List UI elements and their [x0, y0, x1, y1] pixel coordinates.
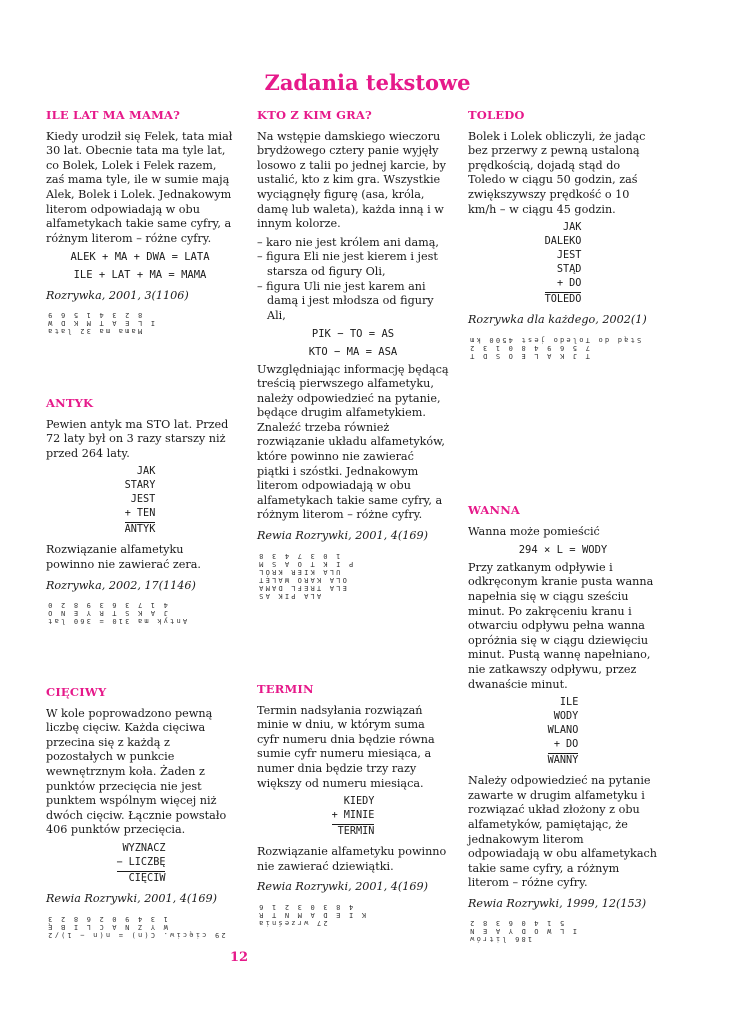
problem-text: Przy zatkanym odpływie i odkręconym kranie pusta wanna napełnia się w ciągu sześciu minut. Po zakręceniu kranu i otwarciu odpływu pełna wanna opróżnia się w ciągu dziewięciu minut. Pustą wannę napełniano, nie zatkawszy odpływu, przez dwanaście minut. [468, 560, 654, 691]
sum-operator: + [556, 278, 564, 290]
problem-text: Rozwiązanie alfametyku powinno nie zawierać dziewiątki. [257, 845, 447, 873]
section-toledo [468, 108, 658, 360]
problem-text: Uwzględniając informację będącą treścią pierwszego alfametyku, należy odpowiedzieć na pytanie, będące drugim alfametykiem. Znaleźć trzeba również rozwiązanie układu alfametyków, które powinno nie zawierać piątki i szóstki. Jednakowym literom odpowiadają w obu alfametykach takie same cyfry, a różnym literom – różne cyfry. [257, 362, 449, 522]
problem-text: Bolek i Lolek obliczyli, że jadąc bez przerwy z pewną ustaloną prędkością, dojadą stąd do Toledo w ciągu 50 godzin, zaś zwiększywszy prędkość o 10 km/h – w ciągu 45 godzin. [468, 129, 646, 216]
sum-row: WODY [553, 711, 579, 723]
section-ile-lat-ma-mama [46, 108, 234, 335]
condition-item: – karo nie jest królem ani damą, [257, 235, 439, 249]
problem-text: W kole poprowadzono pewną liczbę cięciw. Każda cięciwa przecina się z każdą z pozostałych w punkcie wewnętrznym koła. Żaden z punktów przecięcia nie jest punktem wspólnym więcej niż dwóch cięciw. Łącznie powstało 406 punktów przecięcia. [46, 706, 227, 837]
sum-row: ILE [559, 697, 579, 709]
sum-row: STARY [124, 480, 156, 492]
section-title: TOLEDO [468, 108, 525, 122]
source-citation: Rozrywka dla każdego, 2002(1) [468, 313, 647, 327]
answer-row: ALA PIK AS [257, 591, 322, 600]
page-number: 12 [230, 950, 249, 965]
answer-letters: P I K T O A S M [257, 559, 354, 568]
source-citation: Rozrywka, 2001, 3(1106) [46, 288, 189, 302]
sum-row: STĄD [556, 264, 582, 276]
alphametic-equation: PIK − TO = AS [311, 328, 395, 341]
alphametic-sum [468, 221, 658, 307]
section-antyk [46, 396, 234, 625]
answer-row: ULA KIER KRÓL [257, 567, 341, 576]
section-termin [257, 682, 449, 927]
source-citation: Rozrywka, 2002, 17(1146) [46, 578, 196, 592]
answer-text: 27 września [257, 918, 328, 927]
alphametic-sum [257, 795, 449, 839]
sum-row: DO [569, 278, 582, 290]
alphametic-equation: ALEK + MA + DWA = LATA [70, 251, 210, 264]
sum-row: DALEKO [544, 236, 582, 248]
answer-block [46, 311, 234, 335]
answer-block [257, 552, 449, 600]
answer-block [46, 601, 234, 625]
source-citation: Rewia Rozrywki, 2001, 4(169) [46, 891, 217, 905]
alphametic-sum [46, 842, 236, 886]
problem-text: Kiedy urodził się Felek, tata miał 30 lat. Obecnie tata ma tyle lat, co Bolek, Lolek i Felek razem, zaś mama tyle, ile w sumie mają Alek, Bolek i Lolek. Jednakowym literom odpowiadają w obu alfametykach takie same cyfry, a różnym literom – różne cyfry. [46, 129, 233, 245]
sum-operator: + [124, 508, 131, 520]
sum-row: JEST [130, 494, 156, 506]
sum-row: DO [566, 739, 579, 751]
answer-letters: K I E D A M N T R [257, 910, 367, 919]
section-title: KTO Z KIM GRA? [257, 108, 372, 122]
answer-row: ELA TREFL DAMA [257, 583, 347, 592]
sum-operator: + [331, 810, 338, 822]
alphametic-equation: 294 × L = WODY [518, 544, 608, 557]
section-title: ILE LAT MA MAMA? [46, 108, 181, 122]
answer-digits: 1 3 4 9 0 2 6 8 2 3 [46, 914, 168, 923]
answer-digits: 4 1 7 3 6 3 9 8 2 0 [46, 601, 168, 610]
condition-item: – figura Eli nie jest kierem i jest starsza od figury Oli, [257, 250, 438, 278]
alphametic-sum [468, 696, 658, 768]
sum-row: JEST [556, 250, 582, 262]
sum-result: TOLEDO [544, 294, 582, 306]
problem-text: Na wstępie damskiego wieczoru brydżowego cztery panie wyjęły losowo z talii po jednej karcie, by ustalić, kto z kim gra. Wszystkie wyciągnęły figurę (asa, króla, damę lub waleta), każda inną i w innym kolorze. [257, 129, 446, 231]
problem-text: Pewien antyk ma STO lat. Przed 72 laty był on 3 razy starszy niż przed 264 laty. [46, 417, 229, 460]
answer-letters: W Y Z N A C L I B Ę [46, 922, 168, 931]
condition-list [257, 236, 449, 324]
sum-result: WANNY [547, 755, 579, 767]
alphametic-equation: ILE + LAT + MA = MAMA [73, 268, 207, 281]
section-cieciwy [46, 685, 236, 939]
answer-digits: 1 0 3 7 4 3 8 [257, 551, 341, 560]
source-citation: Rewia Rozrywki, 1999, 12(153) [468, 896, 647, 910]
section-title: WANNA [468, 503, 521, 517]
source-citation: Rewia Rozrywki, 2001, 4(169) [257, 529, 428, 543]
problem-text: Rozwiązanie alfametyku powinno nie zawierać zera. [46, 543, 201, 571]
answer-digits: 7 5 6 9 4 8 0 1 3 2 [468, 343, 590, 352]
section-title: TERMIN [257, 682, 314, 696]
sum-operator: − [116, 856, 123, 868]
sum-operator: + [553, 739, 561, 751]
answer-block [46, 915, 236, 939]
answer-text: 186 litrów [468, 935, 533, 944]
answer-digits: 5 1 4 0 6 3 8 2 [468, 919, 565, 928]
answer-digits: 4 8 3 0 3 2 1 6 [257, 902, 354, 911]
answer-letters: I L W O D Y A E N [468, 927, 578, 936]
page-title: Zadania tekstowe [264, 70, 471, 95]
sum-row: MINIE [343, 810, 375, 822]
sum-row: LICZBĘ [128, 856, 166, 868]
sum-row: KIEDY [343, 796, 375, 808]
answer-digits: 8 2 3 4 1 5 6 9 [46, 311, 143, 320]
sum-row: JAK [136, 466, 156, 478]
section-kto-z-kim-gra [257, 108, 449, 600]
sum-row: TEN [136, 508, 156, 520]
section-wanna [468, 503, 658, 943]
sum-result: TERMIN [337, 826, 375, 838]
answer-letters: T J K A L E O S D T [468, 351, 590, 360]
condition-item: – figura Uli nie jest karem ani damą i jest młodsza od figury Ali, [257, 279, 434, 322]
answer-block [257, 903, 449, 927]
answer-letters: I L E A T M K D W [46, 319, 156, 328]
alphametic-sum [46, 465, 234, 537]
answer-block [468, 919, 658, 943]
source-citation: Rewia Rozrywki, 2001, 4(169) [257, 880, 428, 894]
answer-text: Antyk ma 310 = 360 lat [46, 617, 188, 626]
sum-result: ANTYK [124, 524, 156, 536]
answer-block [468, 336, 658, 360]
problem-text: Należy odpowiedzieć na pytanie zawarte w drugim alfametyku i rozwiązać układ złożony z obu alfametyków, pamiętając, że jednakowym literom odpowiadają w obu alfametykach takie same cyfry, a różnym literom – różne cyfry. [468, 774, 657, 890]
sum-row: JAK [563, 222, 582, 234]
problem-text: Termin nadsyłania rozwiązań minie w dniu, w którym suma cyfr numeru dnia będzie równa sumie cyfr numeru miesiąca, a numer dnia będzie trzy razy większy od numeru miesiąca. [257, 703, 435, 790]
section-title: ANTYK [46, 396, 94, 410]
alphametic-equation: KTO − MA = ASA [308, 345, 398, 358]
problem-text: Wanna może pomieścić [468, 524, 600, 538]
answer-row: OLA KARO WALET [257, 575, 347, 584]
answer-text: Stąd do Toledo jest 4500 km [468, 335, 642, 344]
answer-letters: J A K S T R Y E N O [46, 609, 168, 618]
sum-result: CIĘCIW [128, 872, 166, 884]
sum-row: WYZNACZ [122, 842, 166, 854]
answer-text: 29 cięciw. C(n) = n(n − 1)/2 [46, 930, 226, 939]
answer-text: Mama ma 32 lata [46, 327, 143, 336]
section-title: CIĘCIWY [46, 685, 107, 699]
sum-row: WLANO [547, 725, 579, 737]
